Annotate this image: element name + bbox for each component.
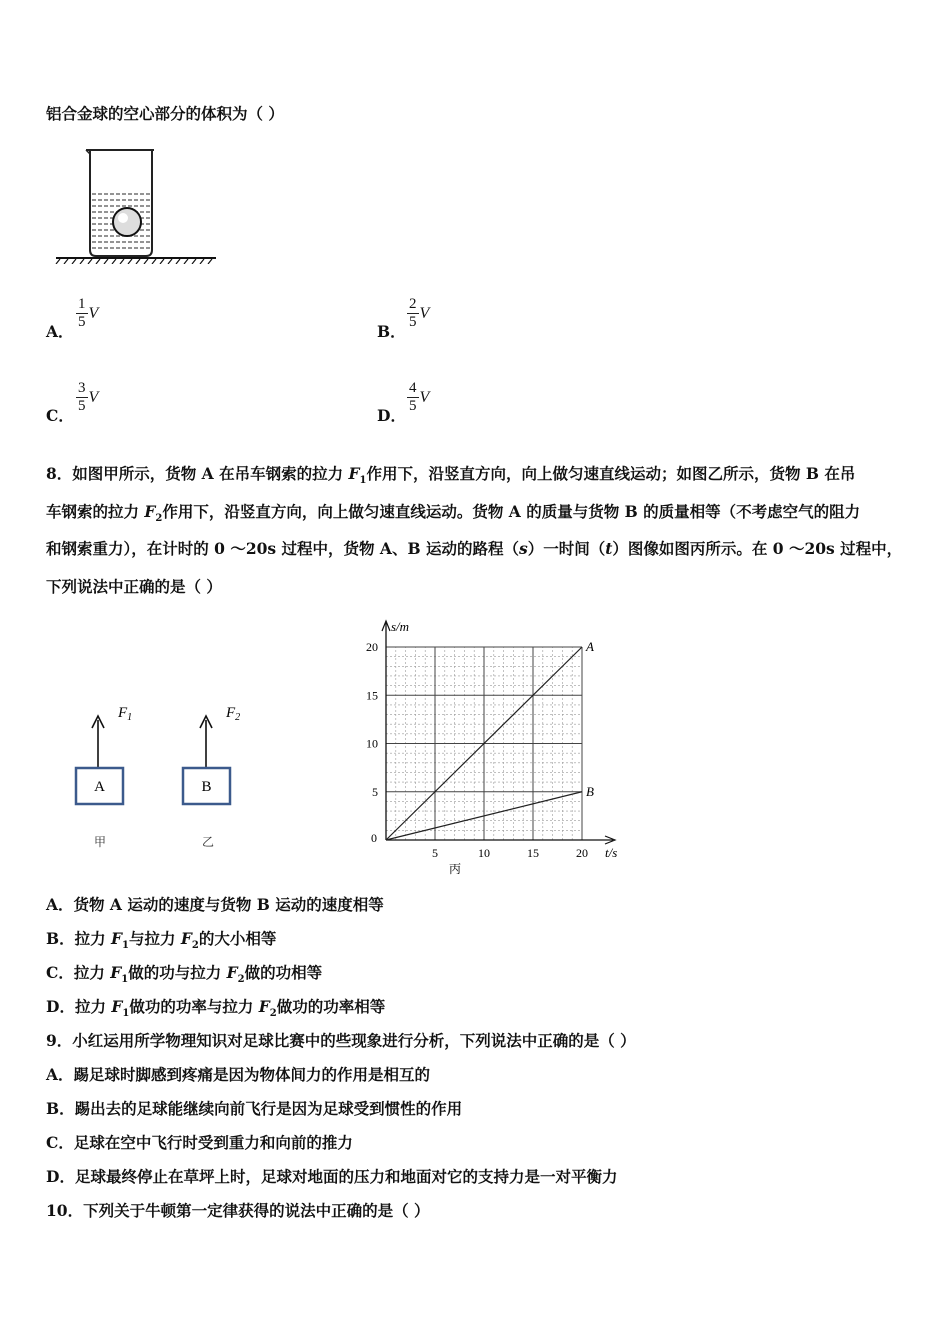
- f1-letter: F: [118, 705, 128, 721]
- q8-opt-b-label: B．: [46, 929, 75, 948]
- y-tick-label: 15: [366, 688, 378, 703]
- force-diagram: [60, 690, 260, 860]
- q8-opt-d-f2: F: [258, 997, 270, 1016]
- q7-option-a-label: A．: [46, 322, 74, 341]
- q9-opt-c-label: C．: [46, 1133, 74, 1152]
- q8-l1-sub: 1: [359, 475, 367, 487]
- q7-b-den: 5: [409, 314, 417, 330]
- q9-opt-a-text: 踢足球时脚感到疼痛是因为物体间力的作用是相互的: [73, 1065, 431, 1084]
- q9-opt-d-text: 足球最终停止在草坪上时，足球对地面的压力和地面对它的支持力是一对平衡力: [74, 1167, 618, 1186]
- caption-yi: 乙: [201, 835, 215, 849]
- q8-l1-a: 8．如图甲所示，货物 A 在吊车钢索的拉力: [46, 464, 349, 483]
- q7-c-den: 5: [78, 398, 86, 414]
- q8-option-a: [46, 893, 384, 915]
- q8-opt-d-s2: 2: [269, 1008, 277, 1020]
- y-tick-label: 20: [366, 640, 378, 654]
- q7-d-num: 4: [409, 380, 417, 396]
- q8-opt-c-s2: 2: [237, 974, 245, 986]
- q9-opt-b-label: B．: [46, 1099, 75, 1118]
- y-tick-label: 5: [372, 784, 378, 799]
- q8-opt-c-t1: 做的功与拉力: [128, 963, 227, 982]
- series-label-a: A: [586, 639, 594, 654]
- q9-opt-b-text: 踢出去的足球能继续向前飞行是因为足球受到惯性的作用: [74, 1099, 463, 1118]
- q8-opt-c-label: C．: [46, 963, 74, 982]
- q8-opt-b-t1: 与拉力: [129, 929, 181, 948]
- q7-b-var: V: [419, 304, 430, 322]
- q7-a-num: 1: [78, 296, 86, 312]
- q8-opt-b-t0: 拉力: [74, 929, 112, 948]
- q8-option-b: [46, 927, 276, 951]
- q8-opt-b-s2: 2: [191, 940, 199, 952]
- q8-stem-line1: [46, 462, 855, 486]
- q8-l3-t: t: [605, 539, 613, 558]
- q8-opt-d-f1: F: [111, 997, 123, 1016]
- q7-a-den: 5: [78, 314, 86, 330]
- q7-c-var: V: [88, 388, 99, 406]
- q8-opt-b-f1: F: [111, 929, 123, 948]
- q8-l2-sub: 2: [155, 513, 163, 525]
- q8-l1-b: 作用下，沿竖直方向，向上做匀速直线运动；如图乙所示，货物 B 在吊: [366, 464, 856, 483]
- q9-stem: 9．小红运用所学物理知识对足球比赛中的些现象进行分析，下列说法中正确的是（ ）: [46, 1031, 636, 1050]
- q7-option-b-value: [407, 296, 429, 331]
- q8-opt-d-label: D．: [46, 997, 75, 1016]
- q8-opt-c-f2: F: [226, 963, 238, 982]
- f1-sub: 1: [127, 712, 133, 723]
- q8-opt-c-f1: F: [110, 963, 122, 982]
- q7-a-var: V: [88, 304, 99, 322]
- q8-stem-line3: [46, 537, 902, 559]
- svg-text:F2: [225, 705, 240, 723]
- q8-opt-c-s1: 1: [121, 974, 129, 986]
- x-tick-label: 10: [478, 846, 490, 860]
- q8-l2-a: 车钢索的拉力: [46, 502, 145, 521]
- q9-opt-c-text: 足球在空中飞行时受到重力和向前的推力: [73, 1133, 353, 1152]
- box-b-label: B: [201, 779, 212, 795]
- ball-icon: [113, 208, 141, 236]
- q9-option-b: [46, 1097, 462, 1119]
- q9-opt-d-label: D．: [46, 1167, 75, 1186]
- q8-stem-line4: 下列说法中正确的是（ ）: [46, 577, 222, 596]
- q8-opt-a-label: A．: [46, 895, 74, 914]
- q7-b-num: 2: [409, 296, 417, 312]
- q9-opt-a-label: A．: [46, 1065, 74, 1084]
- q8-l3-a: 和钢索重力），在计时的 0 ～20s 过程中，货物 A、B 运动的路程（: [46, 539, 519, 558]
- s-t-chart: [355, 615, 630, 875]
- q8-opt-c-t0: 拉力: [73, 963, 111, 982]
- y-tick-label: 10: [366, 736, 378, 751]
- q7-option-d-value: [407, 380, 429, 415]
- caption-jia: 甲: [93, 835, 107, 849]
- q8-l2-b: 作用下，沿竖直方向，向上做匀速直线运动。货物 A 的质量与货物 B 的质量相等（不考虑空气的阻力: [162, 502, 861, 521]
- q9-option-c: [46, 1131, 353, 1153]
- q9-option-d: [46, 1165, 617, 1187]
- q7-stem-tail: 铝合金球的空心部分的体积为（ ）: [46, 104, 284, 123]
- series-label-b: B: [586, 783, 594, 799]
- q8-opt-c-t2: 做的功相等: [244, 963, 323, 982]
- q8-l3-b: ）一时间（: [527, 539, 606, 558]
- f2-sub: 2: [235, 712, 241, 723]
- q8-opt-d-t2: 做功的功率相等: [276, 997, 386, 1016]
- q7-option-a-value: [76, 296, 98, 331]
- q8-opt-b-t2: 的大小相等: [198, 929, 277, 948]
- chart-xlabel: t/s: [605, 845, 618, 860]
- q7-c-num: 3: [78, 380, 86, 396]
- q8-l2-f: F: [144, 502, 156, 521]
- q8-l3-c: ）图像如图丙所示。在 0 ～20s 过程中，: [612, 539, 903, 558]
- q7-d-var: V: [419, 388, 430, 406]
- q8-opt-b-s1: 1: [122, 940, 129, 952]
- svg-text:F1: [117, 705, 132, 723]
- x-tick-label: 20: [576, 846, 588, 860]
- q8-option-c: [46, 961, 322, 985]
- q8-opt-d-t0: 拉力: [74, 997, 112, 1016]
- x-tick-label: 5: [432, 846, 438, 860]
- box-a-label: A: [94, 779, 105, 795]
- q7-option-b-label: B．: [377, 322, 406, 341]
- q7-option-c-label: C．: [46, 406, 74, 425]
- q9-option-a: [46, 1063, 430, 1085]
- q8-opt-d-t1: 做功的功率与拉力: [129, 997, 259, 1016]
- q7-option-d-label: D．: [377, 406, 406, 425]
- beaker-figure: [54, 146, 218, 264]
- q7-option-c-value: [76, 380, 98, 415]
- x-tick-label: 15: [527, 846, 539, 860]
- q8-stem-line2: [46, 500, 860, 524]
- q8-opt-a-text: 货物 A 运动的速度与货物 B 运动的速度相等: [73, 895, 384, 914]
- q8-opt-d-s1: 1: [122, 1008, 130, 1020]
- q8-l3-s: s: [518, 539, 528, 558]
- chart-ylabel: s/m: [391, 619, 410, 634]
- q10-stem: 10．下列关于牛顿第一定律获得的说法中正确的是（ ）: [46, 1201, 430, 1220]
- chart-caption: 丙: [448, 862, 462, 875]
- q8-option-d: [46, 995, 385, 1019]
- q8-l1-f: F: [348, 464, 360, 483]
- q7-d-den: 5: [409, 398, 417, 414]
- x-tick-label: 0: [371, 831, 377, 845]
- f2-letter: F: [226, 705, 236, 721]
- q8-opt-b-f2: F: [180, 929, 192, 948]
